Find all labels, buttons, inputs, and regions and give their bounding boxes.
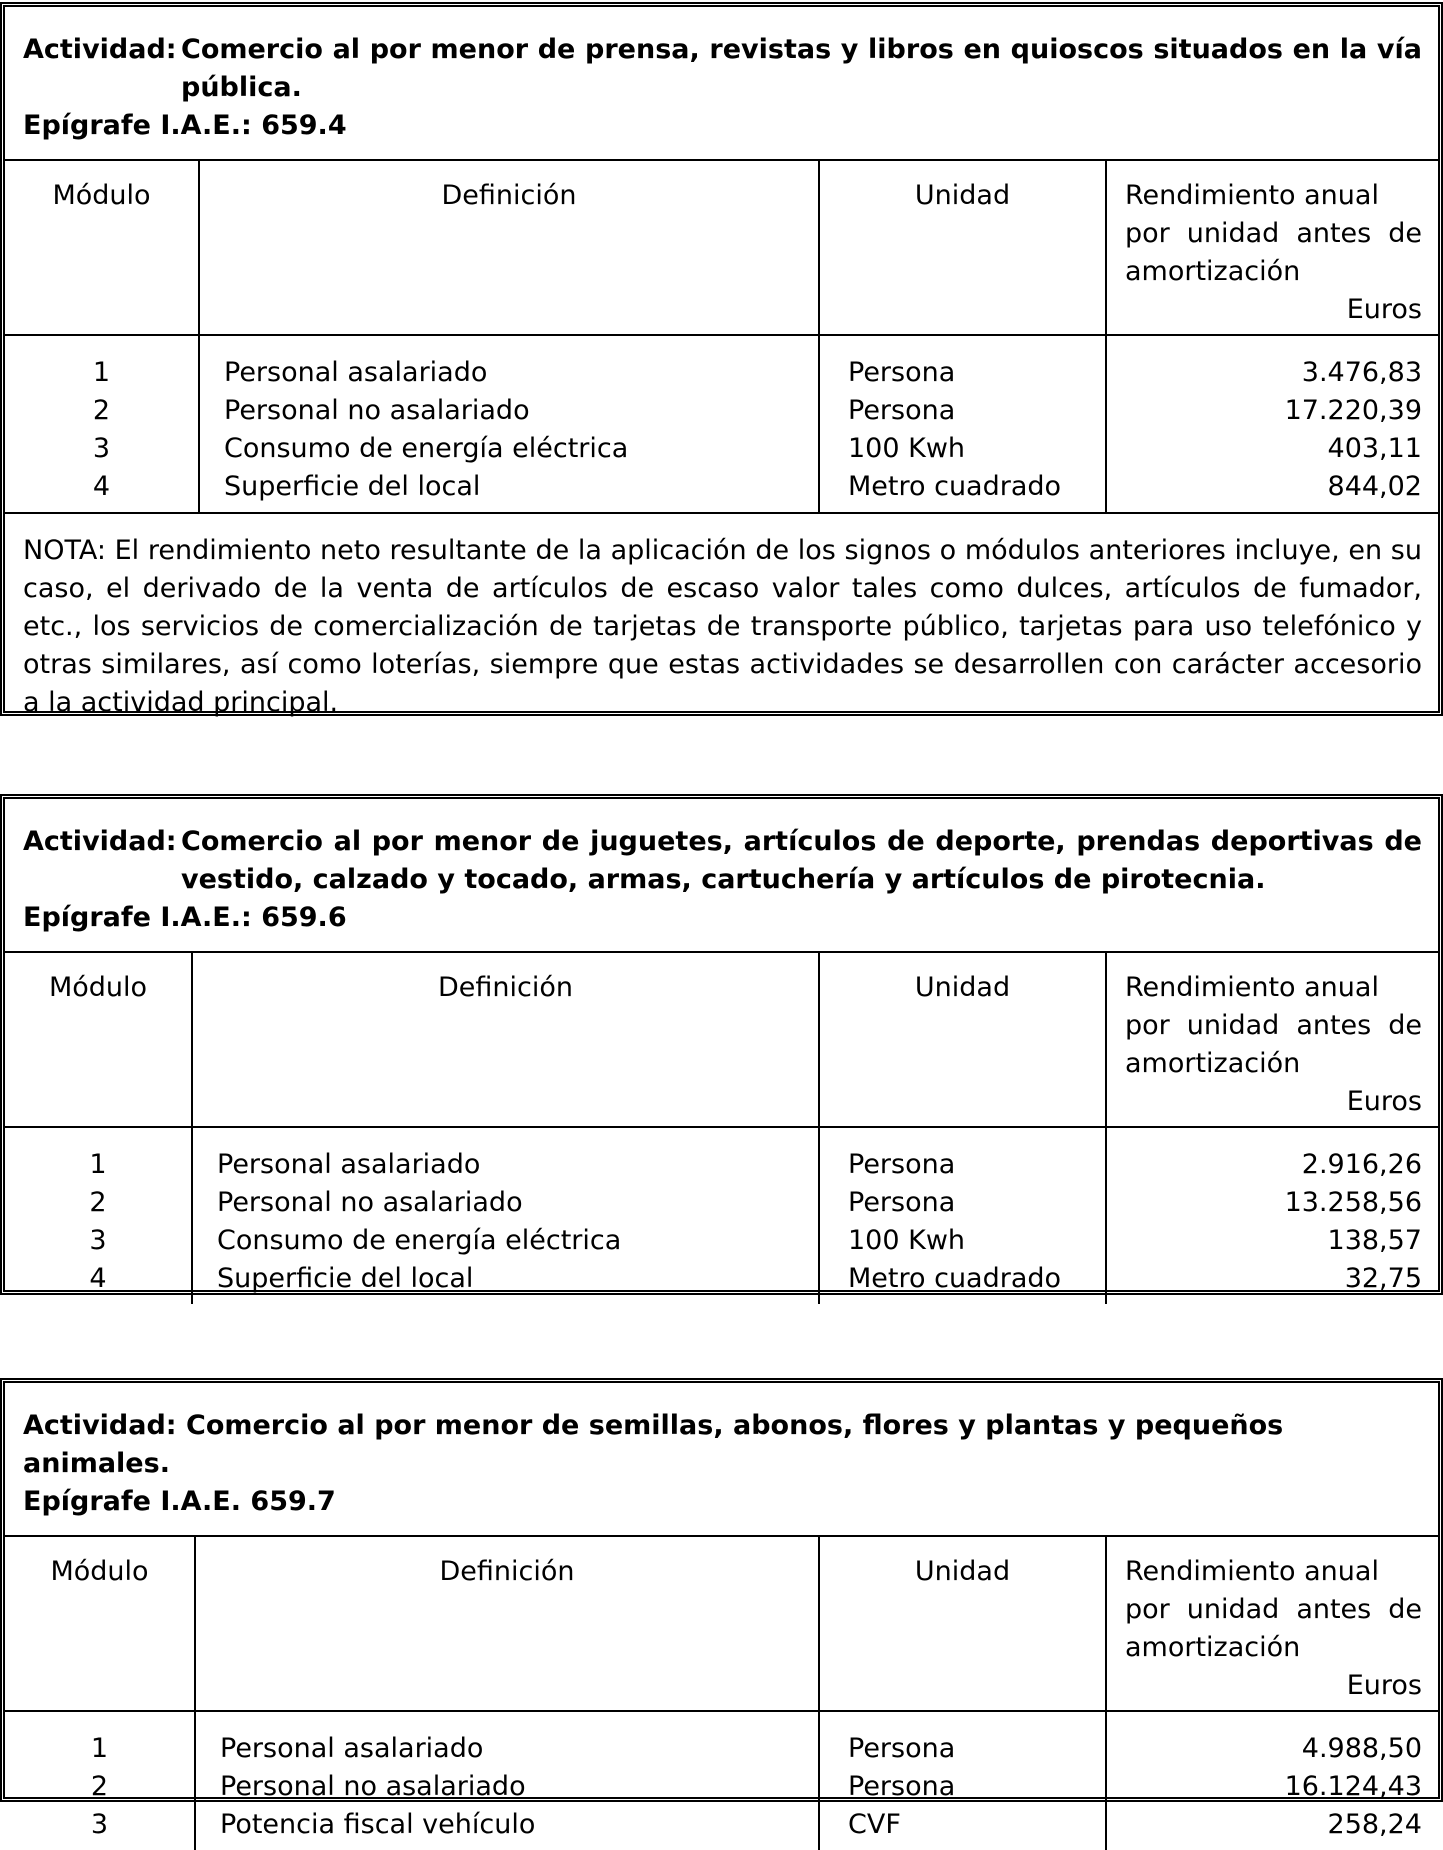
header-rendimiento bbox=[1107, 953, 1438, 1126]
epigrafe: Epígrafe I.A.E. 659.7 bbox=[23, 1486, 336, 1517]
col-unidad bbox=[820, 336, 1107, 512]
modulo-value: 3 bbox=[89, 1225, 107, 1256]
col-modulo bbox=[5, 1128, 193, 1304]
actividad-label: Actividad: bbox=[23, 826, 177, 857]
modulo-value: 1 bbox=[92, 357, 111, 388]
actividad-line-1: Comercio al por menor de prensa, revistas y libros en quioscos situados en la vía bbox=[181, 34, 1422, 65]
actividad-line-2: pública. bbox=[181, 72, 302, 103]
unidad-value: Metro cuadrado bbox=[848, 1263, 1062, 1294]
epigrafe: Epígrafe I.A.E.: 659.4 bbox=[23, 110, 347, 141]
col-rendimiento bbox=[1107, 1128, 1438, 1304]
rendimiento-value: 32,75 bbox=[1344, 1263, 1422, 1294]
modulo-value: 2 bbox=[90, 1771, 109, 1802]
rend-line-3: amortización bbox=[1125, 1048, 1301, 1079]
rend-euros: Euros bbox=[1346, 1670, 1422, 1701]
unidad-value: Persona bbox=[848, 1149, 956, 1180]
rend-line-2: por unidad antes de bbox=[1125, 1594, 1422, 1625]
rendimiento-value: 844,02 bbox=[1327, 471, 1422, 502]
col-modulo bbox=[5, 1712, 196, 1850]
modulo-value: 2 bbox=[89, 1187, 107, 1218]
unidad-value: Persona bbox=[848, 395, 956, 426]
rend-euros: Euros bbox=[1346, 294, 1422, 325]
modulo-value: 1 bbox=[90, 1733, 109, 1764]
activity-table-659-7 bbox=[0, 1378, 1443, 1840]
activity-table-659-6 bbox=[0, 794, 1443, 1295]
rend-line-1: Rendimiento anual bbox=[1125, 972, 1379, 1003]
rendimiento-value: 3.476,83 bbox=[1301, 357, 1422, 388]
header-unidad: Unidad bbox=[820, 1537, 1107, 1710]
table-body bbox=[5, 1712, 1438, 1850]
rendimiento-value: 403,11 bbox=[1327, 433, 1422, 464]
header-rendimiento bbox=[1107, 1537, 1438, 1710]
actividad-label: Actividad: bbox=[23, 34, 177, 65]
rend-line-3: amortización bbox=[1125, 256, 1301, 287]
table-header-row bbox=[5, 953, 1438, 1128]
col-definicion bbox=[200, 336, 820, 512]
rend-line-2: por unidad antes de bbox=[1125, 218, 1422, 249]
actividad-text: Comercio al por menor de semillas, abonos, flores y plantas y pequeños animales. bbox=[23, 1410, 1284, 1479]
actividad-text bbox=[181, 823, 1422, 861]
activity-header bbox=[5, 799, 1438, 953]
rendimiento-value: 13.258,56 bbox=[1284, 1187, 1422, 1218]
rendimiento-value: 16.124,43 bbox=[1284, 1771, 1422, 1802]
unidad-value: Metro cuadrado bbox=[848, 471, 1062, 502]
modulo-value: 4 bbox=[89, 1263, 107, 1294]
actividad-line-2: vestido, calzado y tocado, armas, cartuchería y artículos de pirotecnia. bbox=[181, 864, 1266, 895]
rend-line-2: por unidad antes de bbox=[1125, 1010, 1422, 1041]
actividad-text bbox=[181, 31, 1422, 69]
rendimiento-value: 2.916,26 bbox=[1301, 1149, 1422, 1180]
actividad-line-1 bbox=[23, 1407, 1422, 1483]
col-unidad bbox=[820, 1128, 1107, 1304]
definicion-value: Personal no asalariado bbox=[217, 1187, 523, 1218]
definicion-value: Consumo de energía eléctrica bbox=[224, 433, 629, 464]
nota-text: NOTA: El rendimiento neto resultante de la aplicación de los signos o módulos anteriores incluye, en su caso, el derivado de la venta de artículos de escaso valor tales como dulces, artículos de fumador, etc., los servicios de comercialización de tarjetas de transporte público, tarjetas para uso telefónico y otras similares, así como loterías, siempre que estas actividades se desarrollen con carácter accesorio a la actividad principal. bbox=[5, 512, 1438, 732]
col-unidad bbox=[820, 1712, 1107, 1850]
header-rendimiento bbox=[1107, 161, 1438, 334]
definicion-value: Consumo de energía eléctrica bbox=[217, 1225, 622, 1256]
unidad-value: 100 Kwh bbox=[848, 1225, 966, 1256]
rend-line-1: Rendimiento anual bbox=[1125, 1556, 1379, 1587]
header-modulo: Módulo bbox=[5, 953, 193, 1126]
rend-euros: Euros bbox=[1346, 1086, 1422, 1117]
definicion-value: Superficie del local bbox=[224, 471, 481, 502]
activity-table-659-4 bbox=[0, 2, 1443, 716]
header-modulo: Módulo bbox=[5, 1537, 196, 1710]
definicion-value: Personal asalariado bbox=[220, 1733, 484, 1764]
rendimiento-value: 138,57 bbox=[1327, 1225, 1422, 1256]
col-modulo bbox=[5, 336, 200, 512]
actividad-label: Actividad: bbox=[23, 1410, 177, 1441]
modulo-value: 1 bbox=[89, 1149, 107, 1180]
modulo-value: 3 bbox=[90, 1809, 109, 1840]
unidad-value: Persona bbox=[848, 357, 956, 388]
epigrafe: Epígrafe I.A.E.: 659.6 bbox=[23, 902, 347, 933]
header-definicion: Definición bbox=[200, 161, 820, 334]
col-definicion bbox=[196, 1712, 820, 1850]
definicion-value: Personal asalariado bbox=[217, 1149, 481, 1180]
activity-header bbox=[5, 1383, 1438, 1537]
activity-header bbox=[5, 7, 1438, 161]
definicion-value: Personal no asalariado bbox=[220, 1771, 526, 1802]
col-definicion bbox=[193, 1128, 820, 1304]
unidad-value: CVF bbox=[848, 1809, 901, 1840]
rendimiento-value: 258,24 bbox=[1327, 1809, 1422, 1840]
definicion-value: Personal asalariado bbox=[224, 357, 488, 388]
header-unidad: Unidad bbox=[820, 953, 1107, 1126]
unidad-value: 100 Kwh bbox=[848, 433, 966, 464]
modules-table bbox=[5, 953, 1438, 1304]
unidad-value: Persona bbox=[848, 1771, 956, 1802]
modulo-value: 2 bbox=[92, 395, 111, 426]
actividad-line-1: Comercio al por menor de juguetes, artículos de deporte, prendas deportivas de bbox=[181, 826, 1422, 857]
modules-table bbox=[5, 1537, 1438, 1850]
header-definicion: Definición bbox=[196, 1537, 820, 1710]
definicion-value: Potencia fiscal vehículo bbox=[220, 1809, 536, 1840]
table-header-row bbox=[5, 161, 1438, 336]
rend-line-1: Rendimiento anual bbox=[1125, 180, 1379, 211]
rendimiento-value: 17.220,39 bbox=[1284, 395, 1422, 426]
table-header-row bbox=[5, 1537, 1438, 1712]
col-rendimiento bbox=[1107, 1712, 1438, 1850]
col-rendimiento bbox=[1107, 336, 1438, 512]
header-modulo: Módulo bbox=[5, 161, 200, 334]
modulo-value: 3 bbox=[92, 433, 111, 464]
rendimiento-value: 4.988,50 bbox=[1301, 1733, 1422, 1764]
header-definicion: Definición bbox=[193, 953, 820, 1126]
header-unidad: Unidad bbox=[820, 161, 1107, 334]
unidad-value: Persona bbox=[848, 1187, 956, 1218]
modulo-value: 4 bbox=[92, 471, 111, 502]
unidad-value: Persona bbox=[848, 1733, 956, 1764]
definicion-value: Personal no asalariado bbox=[224, 395, 530, 426]
definicion-value: Superficie del local bbox=[217, 1263, 474, 1294]
rend-line-3: amortización bbox=[1125, 1632, 1301, 1663]
table-body bbox=[5, 336, 1438, 512]
modules-table bbox=[5, 161, 1438, 512]
table-body bbox=[5, 1128, 1438, 1304]
